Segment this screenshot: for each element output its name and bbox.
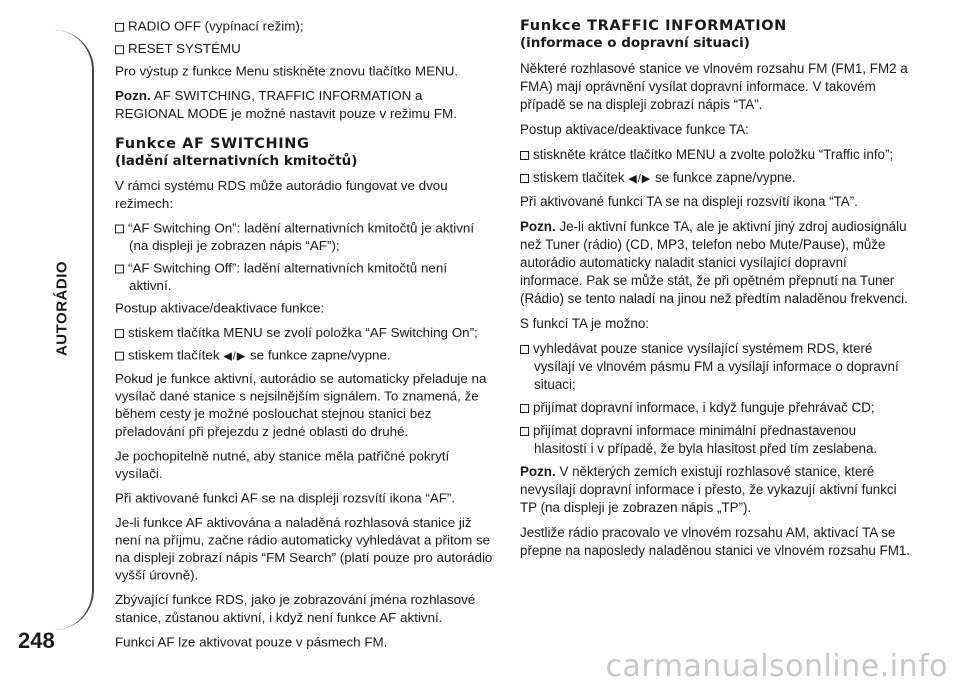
list-item: přijímat dopravní informace, i když funguje přehrávač CD;: [520, 399, 912, 417]
checkbox-bullet-icon: [520, 174, 529, 183]
checkbox-bullet-icon: [115, 329, 124, 338]
paragraph: Jestliže rádio pracovalo ve vlnovém rozsahu AM, aktivací TA se přepne na naposledy naladěnou stanici ve vlnovém rozsahu FM1.: [520, 525, 911, 558]
checkbox-bullet-icon: [520, 404, 529, 413]
checkbox-bullet-icon: [520, 345, 529, 354]
list-item: RESET SYSTÉMU: [115, 41, 493, 59]
paragraph: V rámci systému RDS může autorádio fungovat ve dvou režimech:: [115, 178, 448, 211]
left-right-arrows-icon: ◀/▶: [223, 350, 247, 363]
list-item: “AF Switching Off”: ladění alternativních kmitočtů není aktivní.: [115, 260, 493, 295]
paragraph: Některé rozhlasové stanice ve vlnovém rozsahu FM (FM1, FM2 a FMA) mají oprávnění vysílat dopravní informace. V takovém případě se na displeji zobrazí nápis “TA”.: [520, 61, 908, 112]
section-label: AUTORÁDIO: [53, 260, 71, 357]
list-item: “AF Switching On”: ladění alternativních kmitočtů je aktivní (na displeji je zobrazen nápis “AF”);: [115, 220, 493, 255]
note: Pozn. AF SWITCHING, TRAFFIC INFORMATION a REGIONAL MODE je možné nastavit pouze v režimu FM.: [115, 88, 457, 121]
list-item: přijímat dopravní informace minimální přednastavenou hlasitostí i v případě, že byla hlasitost před tím zeslabena.: [520, 422, 912, 458]
page-number: 248: [18, 628, 55, 653]
checkbox-bullet-icon: [115, 224, 124, 233]
paragraph: Zbývající funkce RDS, jako je zobrazování jména rozhlasové stanice, zůstanou aktivní, i když není funkce AF aktivní.: [115, 592, 476, 625]
note: Pozn. V některých zemích existují rozhlasové stanice, které nevysílají dopravní informace i přesto, že vykazují aktivní funkci TP (na displeji je zobrazen nápis „TP”).: [520, 464, 897, 515]
left-column: [115, 18, 493, 658]
paragraph: Při aktivované funkci AF se na displeji rozsvítí ikona “AF”.: [115, 490, 456, 506]
checkbox-bullet-icon: [115, 352, 124, 361]
list-item: vyhledávat pouze stanice vysílající systémem RDS, které vysílají ve vlnovém pásmu FM a vysílají informace o dopravní situaci;: [520, 340, 912, 394]
checkbox-bullet-icon: [115, 265, 124, 274]
watermark: carmanualsonline.info: [605, 649, 948, 684]
paragraph: Funkci AF lze aktivovat pouze v pásmech FM.: [115, 634, 388, 650]
checkbox-bullet-icon: [115, 45, 124, 54]
section-heading: Funkce TRAFFIC INFORMATION (informace o dopravní situaci): [520, 18, 787, 51]
list-item: stiskem tlačítek ◀/▶ se funkce zapne/vypne.: [115, 347, 493, 366]
checkbox-bullet-icon: [115, 23, 124, 32]
paragraph: Při aktivované funkci TA se na displeji rozsvítí ikona “TA”.: [520, 194, 858, 209]
list-item: stiskem tlačítka MENU se zvolí položka “AF Switching On”;: [115, 324, 493, 342]
side-tab-band: [6, 30, 94, 630]
list-item: stiskem tlačítek ◀/▶ se funkce zapne/vypne.: [520, 169, 912, 188]
paragraph: Pokud je funkce aktivní, autorádio se automaticky přeladuje na vysílač dané stanice s nejsilnějším signálem. To znamená, že během cesty je možné poslouchat stejnou stanici bez přeladování při přejezdu z jedné oblasti do druhé.: [115, 371, 487, 439]
paragraph: Postup aktivace/deaktivace funkce TA:: [520, 122, 749, 137]
right-column: [520, 18, 912, 567]
paragraph: Pro výstup z funkce Menu stiskněte znovu tlačítko MENU.: [115, 63, 459, 79]
list-item: RADIO OFF (vypínací režim);: [115, 18, 493, 36]
side-tab: [0, 0, 100, 686]
paragraph: Postup aktivace/deaktivace funkce:: [115, 300, 325, 316]
paragraph: Je pochopitelně nutné, aby stanice měla patřičné pokrytí vysílači.: [115, 448, 450, 481]
checkbox-bullet-icon: [520, 427, 529, 436]
section-heading: Funkce AF SWITCHING (ladění alternativních kmitočtů): [115, 136, 358, 169]
left-right-arrows-icon: ◀/▶: [628, 173, 652, 185]
note: Pozn. Je-li aktivní funkce TA, ale je aktivní jiný zdroj audiosignálu než Tuner (rádio) (CD, MP3, telefon nebo Mute/Pause), může autorádio automaticky naladit stanici vysílající dopravní informace. Pak se může stát, že při opětném přepnutí na Tuner (Rádio) se tento naladí na jinou než předtím naladěnou frekvenci.: [520, 219, 908, 306]
paragraph: S funkcí TA je možno:: [520, 316, 650, 331]
paragraph: Je-li funkce AF aktivována a naladěná rozhlasová stanice již není na příjmu, začne rádio automaticky vyhledávat a přitom se na displeji zobrazí nápis “FM Search” (platí pouze pro autorádio vyšší úrovně).: [115, 515, 493, 583]
list-item: stiskněte krátce tlačítko MENU a zvolte položku “Traffic info”;: [520, 146, 912, 164]
checkbox-bullet-icon: [520, 151, 529, 160]
